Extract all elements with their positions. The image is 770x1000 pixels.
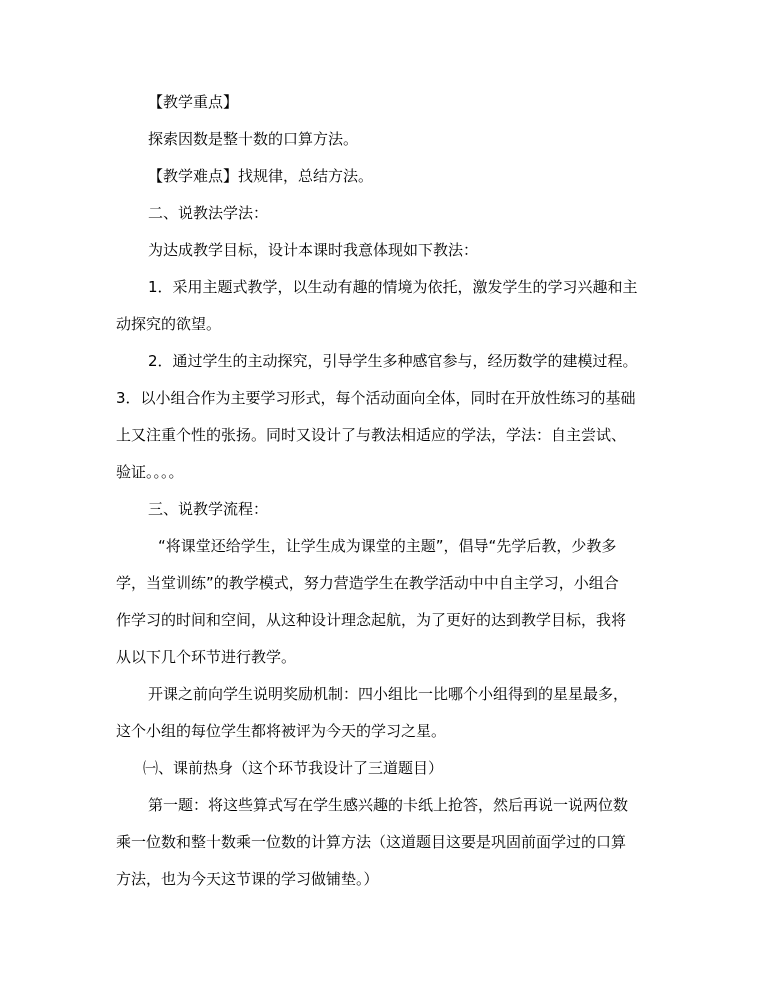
section-heading-methods: 二、说教法学法：	[148, 204, 269, 222]
paragraph-line: 乘一位数和整十数乘一位数的计算方法（这道题目这要是巩固前面学过的口算	[116, 833, 627, 851]
paragraph-line: 验证。。。。	[116, 463, 184, 481]
paragraph-line: 动探究的欲望。	[116, 315, 222, 333]
paragraph-line: 从以下几个环节进行教学。	[116, 648, 297, 666]
paragraph-line: 学，当堂训练”的教学模式，努力营造学生在教学活动中中自主学习，小组合	[116, 574, 619, 592]
heading-teaching-difficulty: 【教学难点】找规律，总结方法。	[148, 167, 374, 185]
paragraph-line: 为达成教学目标，设计本课时我意体现如下教法：	[148, 241, 479, 259]
list-item-3: 3．以小组合作为主要学习形式，每个活动面向全体，同时在开放性练习的基础	[116, 389, 636, 407]
paragraph-line: 这个小组的每位学生都将被评为今天的学习之星。	[116, 722, 447, 740]
paragraph-line: 上又注重个性的张扬。同时又设计了与教法相适应的学法，学法：自主尝试、	[116, 426, 627, 444]
paragraph-line: 方法，也为今天这节课的学习做铺垫。）	[116, 870, 379, 888]
list-item-1: 1．采用主题式教学，以生动有趣的情境为依托，激发学生的学习兴趣和主	[148, 278, 638, 296]
paragraph-line: “将课堂还给学生，让学生成为课堂的主题”，倡导“先学后教，少教多	[158, 537, 617, 555]
subsection-heading-warmup: ㈠、课前热身（这个环节我设计了三道题目）	[143, 759, 444, 777]
list-item-2: 2．通过学生的主动探究，引导学生多种感官参与，经历数学的建模过程。	[148, 352, 638, 370]
paragraph-line: 第一题：将这些算式写在学生感兴趣的卡纸上抢答，然后再说一说两位数	[148, 796, 629, 814]
heading-teaching-focus: 【教学重点】	[148, 93, 239, 111]
paragraph-line: 探索因数是整十数的口算方法。	[148, 130, 359, 148]
paragraph-line: 作学习的时间和空间，从这种设计理念起航，为了更好的达到教学目标，我将	[116, 611, 627, 629]
section-heading-process: 三、说教学流程：	[148, 500, 269, 518]
paragraph-line: 开课之前向学生说明奖励机制：四小组比一比哪个小组得到的星星最多，	[148, 685, 629, 703]
